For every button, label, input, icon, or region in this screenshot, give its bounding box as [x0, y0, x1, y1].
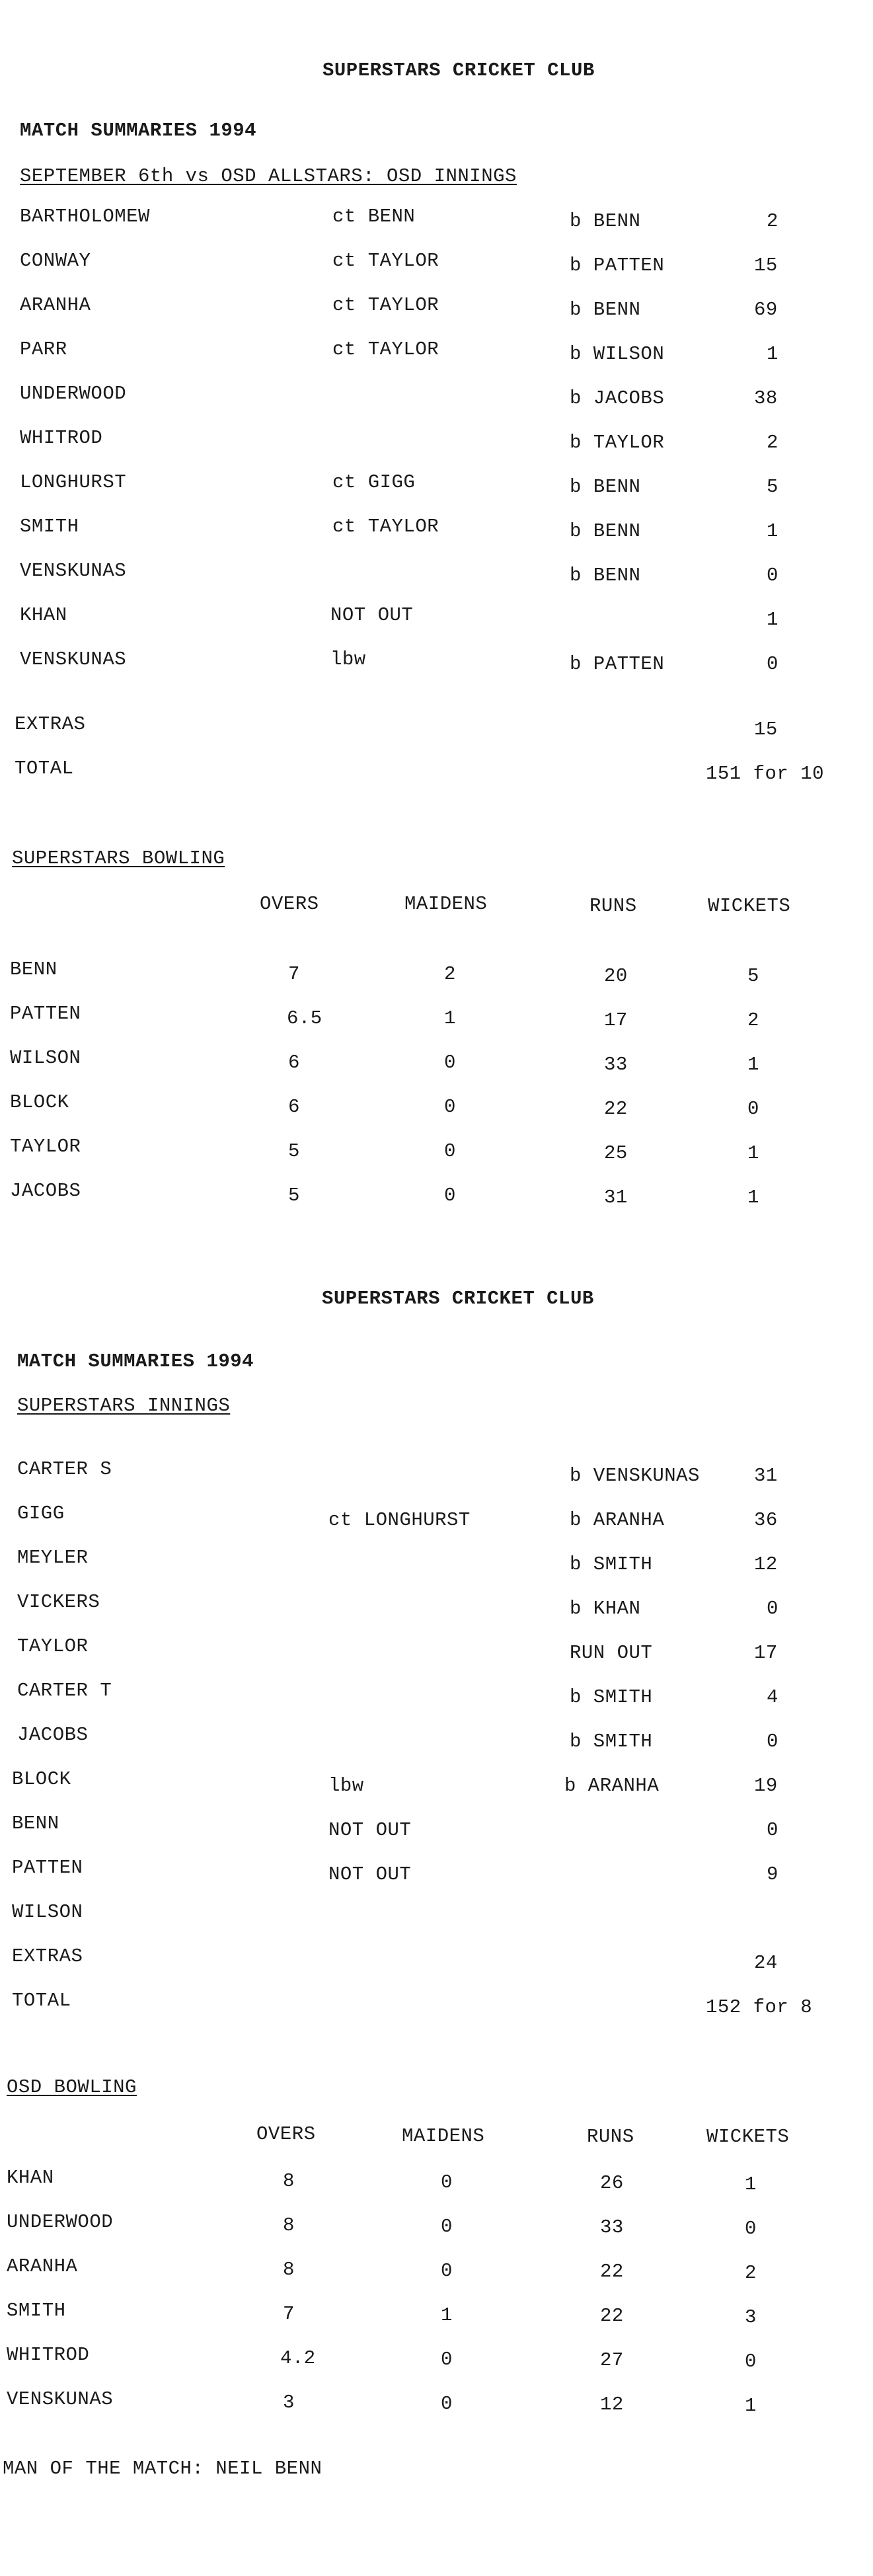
bowler-maidens: 1: [444, 1007, 456, 1029]
bowler: b BENN: [570, 476, 641, 498]
bowler-overs: 5: [288, 1185, 300, 1206]
batsman-runs: 9: [767, 1863, 778, 1885]
bowler: b SMITH: [570, 1731, 653, 1752]
batsman-name: LONGHURST: [20, 471, 127, 493]
club-title: SUPERSTARS CRICKET CLUB: [322, 1288, 594, 1309]
bowler: b ARANHA: [564, 1775, 660, 1797]
batsman-name: WHITROD: [20, 427, 103, 449]
bowler-maidens: 1: [441, 2304, 453, 2326]
bowler: b JACOBS: [570, 387, 665, 409]
batsman-name: JACOBS: [17, 1724, 89, 1746]
bowler-runs: 27: [600, 2349, 624, 2371]
col-wickets: WICKETS: [706, 2126, 790, 2148]
bowler-maidens: 0: [441, 2393, 453, 2415]
extras-label: EXTRAS: [12, 1945, 83, 1967]
total-label: TOTAL: [15, 758, 74, 779]
bowler: b ARANHA: [570, 1509, 665, 1531]
bowler-maidens: 2: [444, 963, 456, 985]
batsman-name: TAYLOR: [17, 1635, 89, 1657]
dismissal: ct TAYLOR: [332, 516, 439, 537]
bowler-name: JACOBS: [10, 1180, 81, 1202]
batsman-runs: 17: [754, 1642, 778, 1664]
bowler-overs: 3: [283, 2392, 295, 2413]
bowler: b BENN: [570, 520, 641, 542]
batsman-runs: 1: [767, 343, 778, 365]
batsman-runs: 2: [767, 210, 778, 232]
bowler-runs: 22: [604, 1098, 628, 1120]
bowler-wickets: 1: [747, 1054, 759, 1075]
match-summaries-heading: MATCH SUMMARIES 1994: [20, 120, 257, 141]
bowler-overs: 6: [288, 1052, 300, 1073]
bowler-overs: 8: [283, 2170, 295, 2192]
bowler-name: PATTEN: [10, 1003, 81, 1025]
batsman-name: BLOCK: [12, 1768, 71, 1790]
batsman-runs: 2: [767, 432, 778, 453]
batsman-runs: 0: [767, 1819, 778, 1841]
innings-heading: SEPTEMBER 6th vs OSD ALLSTARS: OSD INNINGS: [20, 165, 517, 187]
bowler-maidens: 0: [441, 2171, 453, 2193]
bowler-wickets: 1: [747, 1187, 759, 1208]
bowler-overs: 7: [283, 2303, 295, 2325]
batsman-runs: 36: [754, 1509, 778, 1531]
batsman-name: PATTEN: [12, 1857, 83, 1879]
batsman-runs: 69: [754, 299, 778, 321]
bowler-runs: 33: [600, 2216, 624, 2238]
batsman-name: ARANHA: [20, 294, 91, 316]
total-label: TOTAL: [12, 1990, 71, 2011]
bowler: b SMITH: [570, 1553, 653, 1575]
bowler: b PATTEN: [570, 254, 665, 276]
bowler-name: WHITROD: [7, 2344, 90, 2366]
bowler: RUN OUT: [570, 1642, 653, 1664]
batsman-runs: 0: [767, 565, 778, 586]
total-value: 151 for 10: [706, 763, 825, 785]
batsman-runs: 1: [767, 520, 778, 542]
batsman-name: VENSKUNAS: [20, 648, 127, 670]
batsman-name: KHAN: [20, 604, 67, 626]
bowling-heading: OSD BOWLING: [7, 2076, 137, 2098]
bowler-runs: 22: [600, 2305, 624, 2327]
bowler-wickets: 1: [745, 2173, 757, 2195]
batsman-runs: 15: [754, 254, 778, 276]
bowler-wickets: 3: [745, 2306, 757, 2328]
dismissal: ct TAYLOR: [332, 338, 439, 360]
bowler-maidens: 0: [444, 1185, 456, 1206]
batsman-name: BARTHOLOMEW: [20, 206, 150, 227]
batsman-runs: 0: [767, 1598, 778, 1620]
bowler: b WILSON: [570, 343, 665, 365]
bowler-name: UNDERWOOD: [7, 2211, 114, 2233]
batsman-name: CONWAY: [20, 250, 91, 272]
bowler-name: WILSON: [10, 1047, 81, 1069]
col-overs: OVERS: [260, 893, 319, 915]
bowler-overs: 7: [288, 963, 300, 985]
batsman-runs: 31: [754, 1465, 778, 1487]
dismissal: ct BENN: [332, 206, 416, 227]
batsman-name: CARTER S: [17, 1458, 112, 1480]
batsman-runs: 19: [754, 1775, 778, 1797]
col-maidens: MAIDENS: [404, 893, 488, 915]
match-summaries-heading: MATCH SUMMARIES 1994: [17, 1350, 254, 1372]
batsman-runs: 0: [767, 653, 778, 675]
bowler-runs: 26: [600, 2172, 624, 2194]
bowler-name: BENN: [10, 958, 57, 980]
col-wickets: WICKETS: [708, 895, 791, 917]
dismissal: NOT OUT: [330, 604, 414, 626]
batsman-runs: 4: [767, 1686, 778, 1708]
bowler-overs: 4.2: [280, 2347, 316, 2369]
extras-value: 24: [754, 1952, 778, 1974]
col-maidens: MAIDENS: [402, 2125, 485, 2147]
batsman-runs: 0: [767, 1731, 778, 1752]
bowler-wickets: 5: [747, 965, 759, 987]
bowler-runs: 31: [604, 1187, 628, 1208]
bowler-wickets: 0: [747, 1098, 759, 1120]
col-overs: OVERS: [256, 2123, 316, 2145]
batsman-name: UNDERWOOD: [20, 383, 127, 405]
bowling-heading: SUPERSTARS BOWLING: [12, 847, 225, 869]
dismissal: lbw: [328, 1775, 364, 1797]
bowler-overs: 6: [288, 1096, 300, 1118]
bowler-wickets: 2: [745, 2262, 757, 2284]
bowler-runs: 33: [604, 1054, 628, 1075]
dismissal: ct GIGG: [332, 471, 416, 493]
bowler: b SMITH: [570, 1686, 653, 1708]
bowler: b BENN: [570, 565, 641, 586]
batsman-name: PARR: [20, 338, 67, 360]
bowler-wickets: 1: [745, 2395, 757, 2417]
bowler-name: KHAN: [7, 2167, 54, 2189]
bowler-maidens: 0: [441, 2349, 453, 2370]
bowler-maidens: 0: [444, 1140, 456, 1162]
bowler: b VENSKUNAS: [570, 1465, 700, 1487]
batsman-runs: 1: [767, 609, 778, 631]
bowler-wickets: 0: [745, 2351, 757, 2372]
dismissal: lbw: [330, 648, 366, 670]
bowler-maidens: 0: [441, 2216, 453, 2238]
bowler: b BENN: [570, 299, 641, 321]
bowler-overs: 5: [288, 1140, 300, 1162]
dismissal: ct TAYLOR: [332, 294, 439, 316]
bowler-name: SMITH: [7, 2300, 66, 2322]
bowler-overs: 8: [283, 2214, 295, 2236]
bowler-runs: 20: [604, 965, 628, 987]
batsman-name: VENSKUNAS: [20, 560, 127, 582]
bowler: b BENN: [570, 210, 641, 232]
batsman-name: MEYLER: [17, 1547, 89, 1569]
bowler-maidens: 0: [444, 1096, 456, 1118]
bowler-overs: 8: [283, 2259, 295, 2281]
bowler: b TAYLOR: [570, 432, 665, 453]
dismissal: NOT OUT: [328, 1863, 412, 1885]
bowler: b PATTEN: [570, 653, 665, 675]
extras-value: 15: [754, 719, 778, 740]
bowler-runs: 22: [600, 2261, 624, 2283]
total-value: 152 for 8: [706, 1996, 813, 2018]
dismissal: NOT OUT: [328, 1819, 412, 1841]
bowler-name: BLOCK: [10, 1091, 69, 1113]
dismissal: ct LONGHURST: [328, 1509, 471, 1531]
col-runs: RUNS: [589, 895, 637, 917]
bowler-name: ARANHA: [7, 2255, 78, 2277]
bowler-overs: 6.5: [287, 1007, 323, 1029]
bowler-wickets: 2: [747, 1009, 759, 1031]
col-runs: RUNS: [587, 2126, 634, 2148]
batsman-name: WILSON: [12, 1901, 83, 1923]
extras-label: EXTRAS: [15, 713, 86, 735]
bowler-wickets: 0: [745, 2218, 757, 2240]
bowler-maidens: 0: [444, 1052, 456, 1073]
bowler: b KHAN: [570, 1598, 641, 1620]
man-of-the-match: MAN OF THE MATCH: NEIL BENN: [3, 2458, 323, 2479]
batsman-runs: 5: [767, 476, 778, 498]
batsman-name: GIGG: [17, 1503, 65, 1524]
batsman-name: VICKERS: [17, 1591, 100, 1613]
batsman-runs: 38: [754, 387, 778, 409]
batsman-name: BENN: [12, 1813, 59, 1834]
batsman-name: SMITH: [20, 516, 79, 537]
batsman-name: CARTER T: [17, 1680, 112, 1701]
bowler-runs: 12: [600, 2394, 624, 2415]
bowler-runs: 25: [604, 1142, 628, 1164]
batsman-runs: 12: [754, 1553, 778, 1575]
club-title: SUPERSTARS CRICKET CLUB: [323, 59, 595, 81]
dismissal: ct TAYLOR: [332, 250, 439, 272]
bowler-name: VENSKUNAS: [7, 2388, 114, 2410]
innings-heading: SUPERSTARS INNINGS: [17, 1395, 231, 1417]
bowler-maidens: 0: [441, 2260, 453, 2282]
bowler-name: TAYLOR: [10, 1136, 81, 1157]
bowler-runs: 17: [604, 1009, 628, 1031]
bowler-wickets: 1: [747, 1142, 759, 1164]
